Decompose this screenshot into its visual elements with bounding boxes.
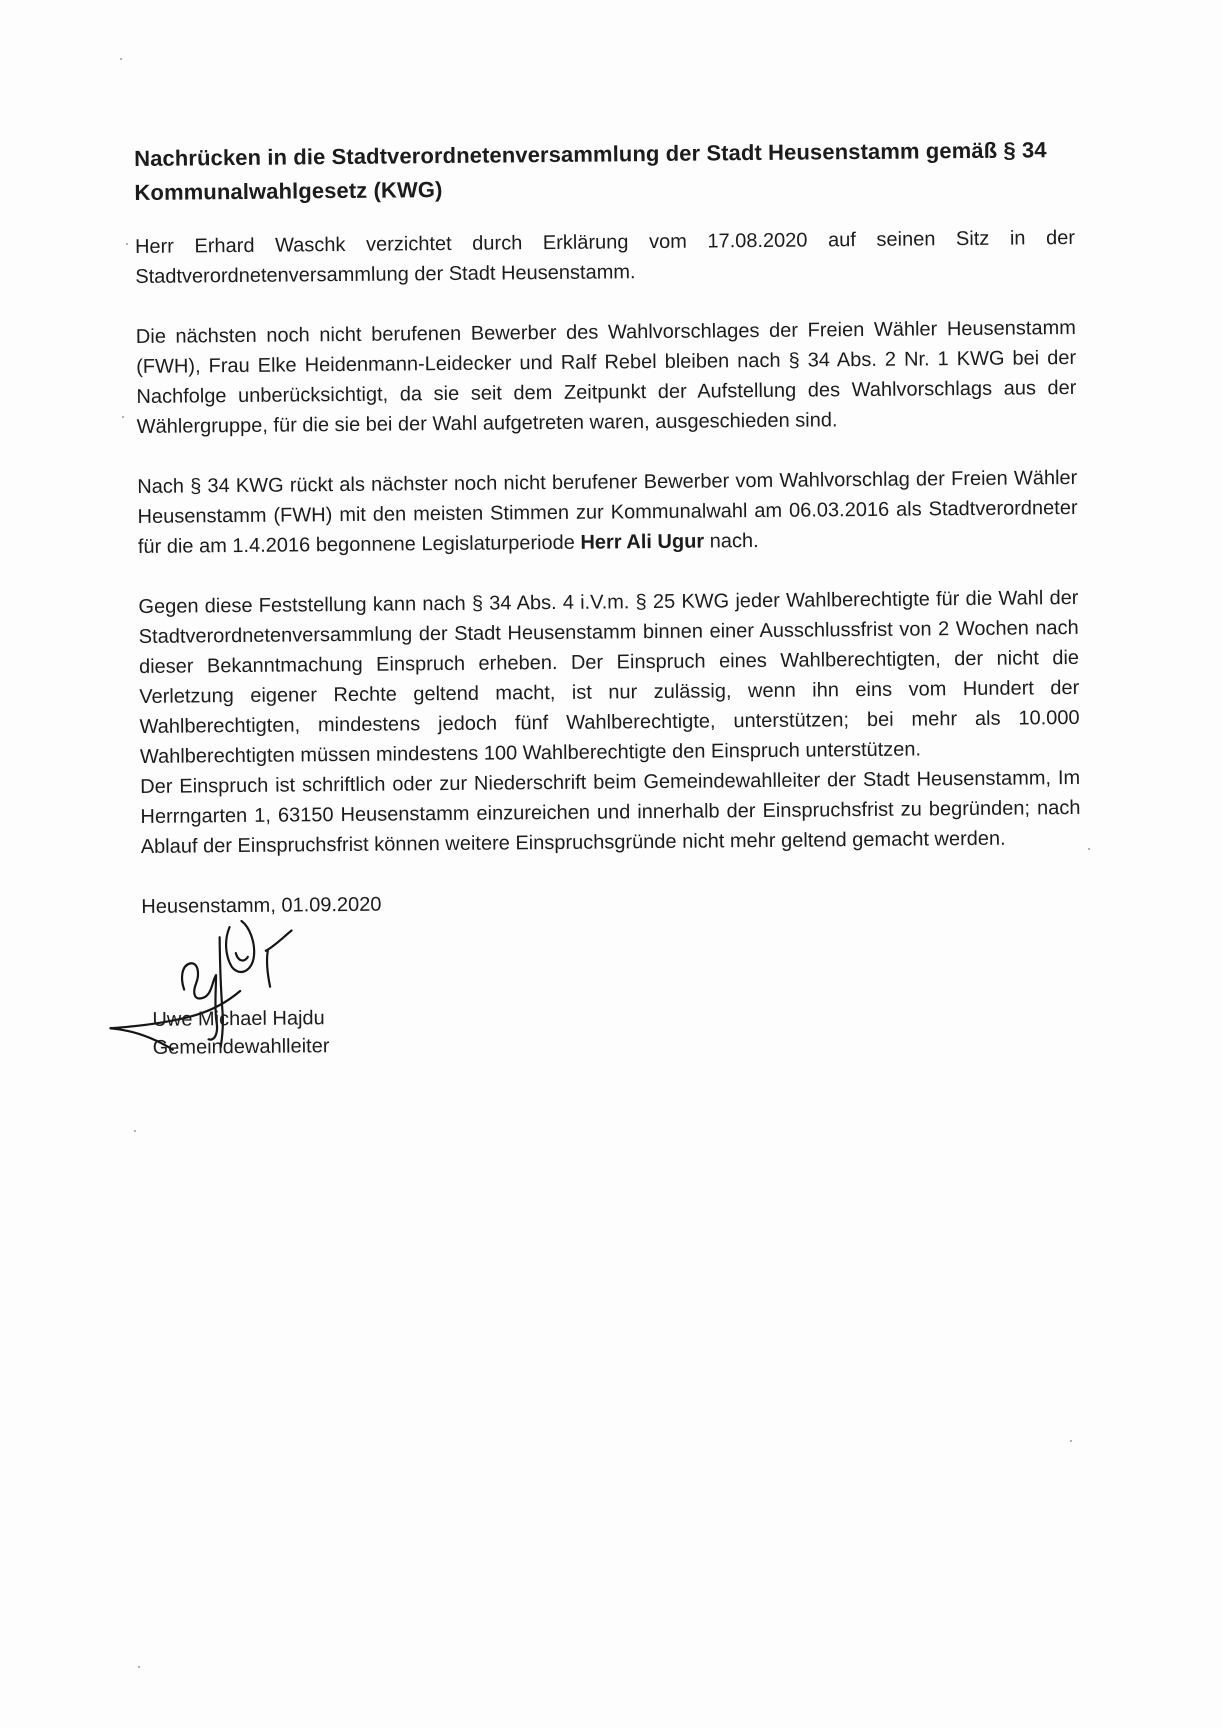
handwritten-signature <box>101 916 363 1088</box>
place-and-date: Heusenstamm, 01.09.2020 <box>141 893 382 918</box>
document-title: Nachrücken in die Stadtverordnetenversammlung der Stadt Heusenstamm gemäß § 34 Kommunalwahlgesetz (KWG) <box>134 137 1047 205</box>
scan-speck <box>126 243 128 245</box>
successor-text-before: Nach § 34 KWG rückt als nächster noch nicht berufener Bewerber vom Wahlvorschlag der Freien Wähler Heusenstamm (FWH) mit den meisten Stimmen zur Kommunalwahl am 06.03.2016 als Stadtverordneter für die am 1.4.2016 begonnene Legislaturperiode <box>137 466 1078 558</box>
scan-speck <box>122 416 124 418</box>
paragraph-excluded-candidates: Die nächsten noch nicht berufenen Bewerber des Wahlvorschlages der Freien Wähler Heusenstamm (FWH), Frau Elke Heidenmann-Leidecker und Ralf Rebel bleiben nach § 34 Abs. 2 Nr. 1 KWG bei der Nachfolge unberücksichtigt, da sie seit dem Zeitpunkt der Aufstellung des Wahlvorschlags aus der Wählergruppe, für die sie bei der Wahl aufgetreten waren, ausgeschieden sind. <box>135 316 1077 438</box>
signer-name: Uwe Michael Hajdu <box>152 1007 325 1031</box>
scan-speck <box>120 58 122 60</box>
document-content <box>134 133 1083 1094</box>
paragraph-objection-procedure: Der Einspruch ist schriftlich oder zur Niederschrift beim Gemeindewahlleiter der Stadt Heusenstamm, Im Herrngarten 1, 63150 Heusenstamm einzureichen und innerhalb der Einspruchsfrist zu begründen; nach Ablauf der Einspruchsfrist können weitere Einspruchsgründe nicht mehr geltend gemacht werden. <box>140 766 1081 858</box>
scan-speck <box>134 1130 136 1132</box>
paragraph-successor <box>137 463 1078 562</box>
signature-block <box>142 915 1084 1094</box>
successor-name: Herr Ali Ugur <box>580 530 705 554</box>
scan-speck <box>138 1666 140 1668</box>
paragraph-resignation: Herr Erhard Waschk verzichtet durch Erklärung vom 17.08.2020 auf seinen Sitz in der Stadtverordnetenversammlung der Stadt Heusenstamm. <box>134 226 1076 288</box>
scan-speck <box>1088 848 1090 850</box>
paragraph-objection-right: Gegen diese Feststellung kann nach § 34 Abs. 4 i.V.m. § 25 KWG jeder Wahlberechtigte für die Wahl der Stadtverordnetenversammlung der Stadt Heusenstamm binnen einer Ausschlussfrist von 2 Wochen nach dieser Bekanntmachung Einspruch erheben. Der Einspruch eines Wahlberechtigten, der nicht die Verletzung eigener Rechte geltend macht, ist nur zulässig, wenn ihn eins vom Hundert der Wahlberechtigten, mindestens jedoch fünf Wahlberechtigte, unterstützen; bei mehr als 10.000 Wahlberechtigten müssen mindestens 100 Wahlberechtigte den Einspruch unterstützen. <box>138 586 1080 768</box>
signer-role: Gemeindewahlleiter <box>152 1035 330 1059</box>
successor-text-after: nach. <box>704 530 759 553</box>
scan-speck <box>1070 1440 1072 1442</box>
